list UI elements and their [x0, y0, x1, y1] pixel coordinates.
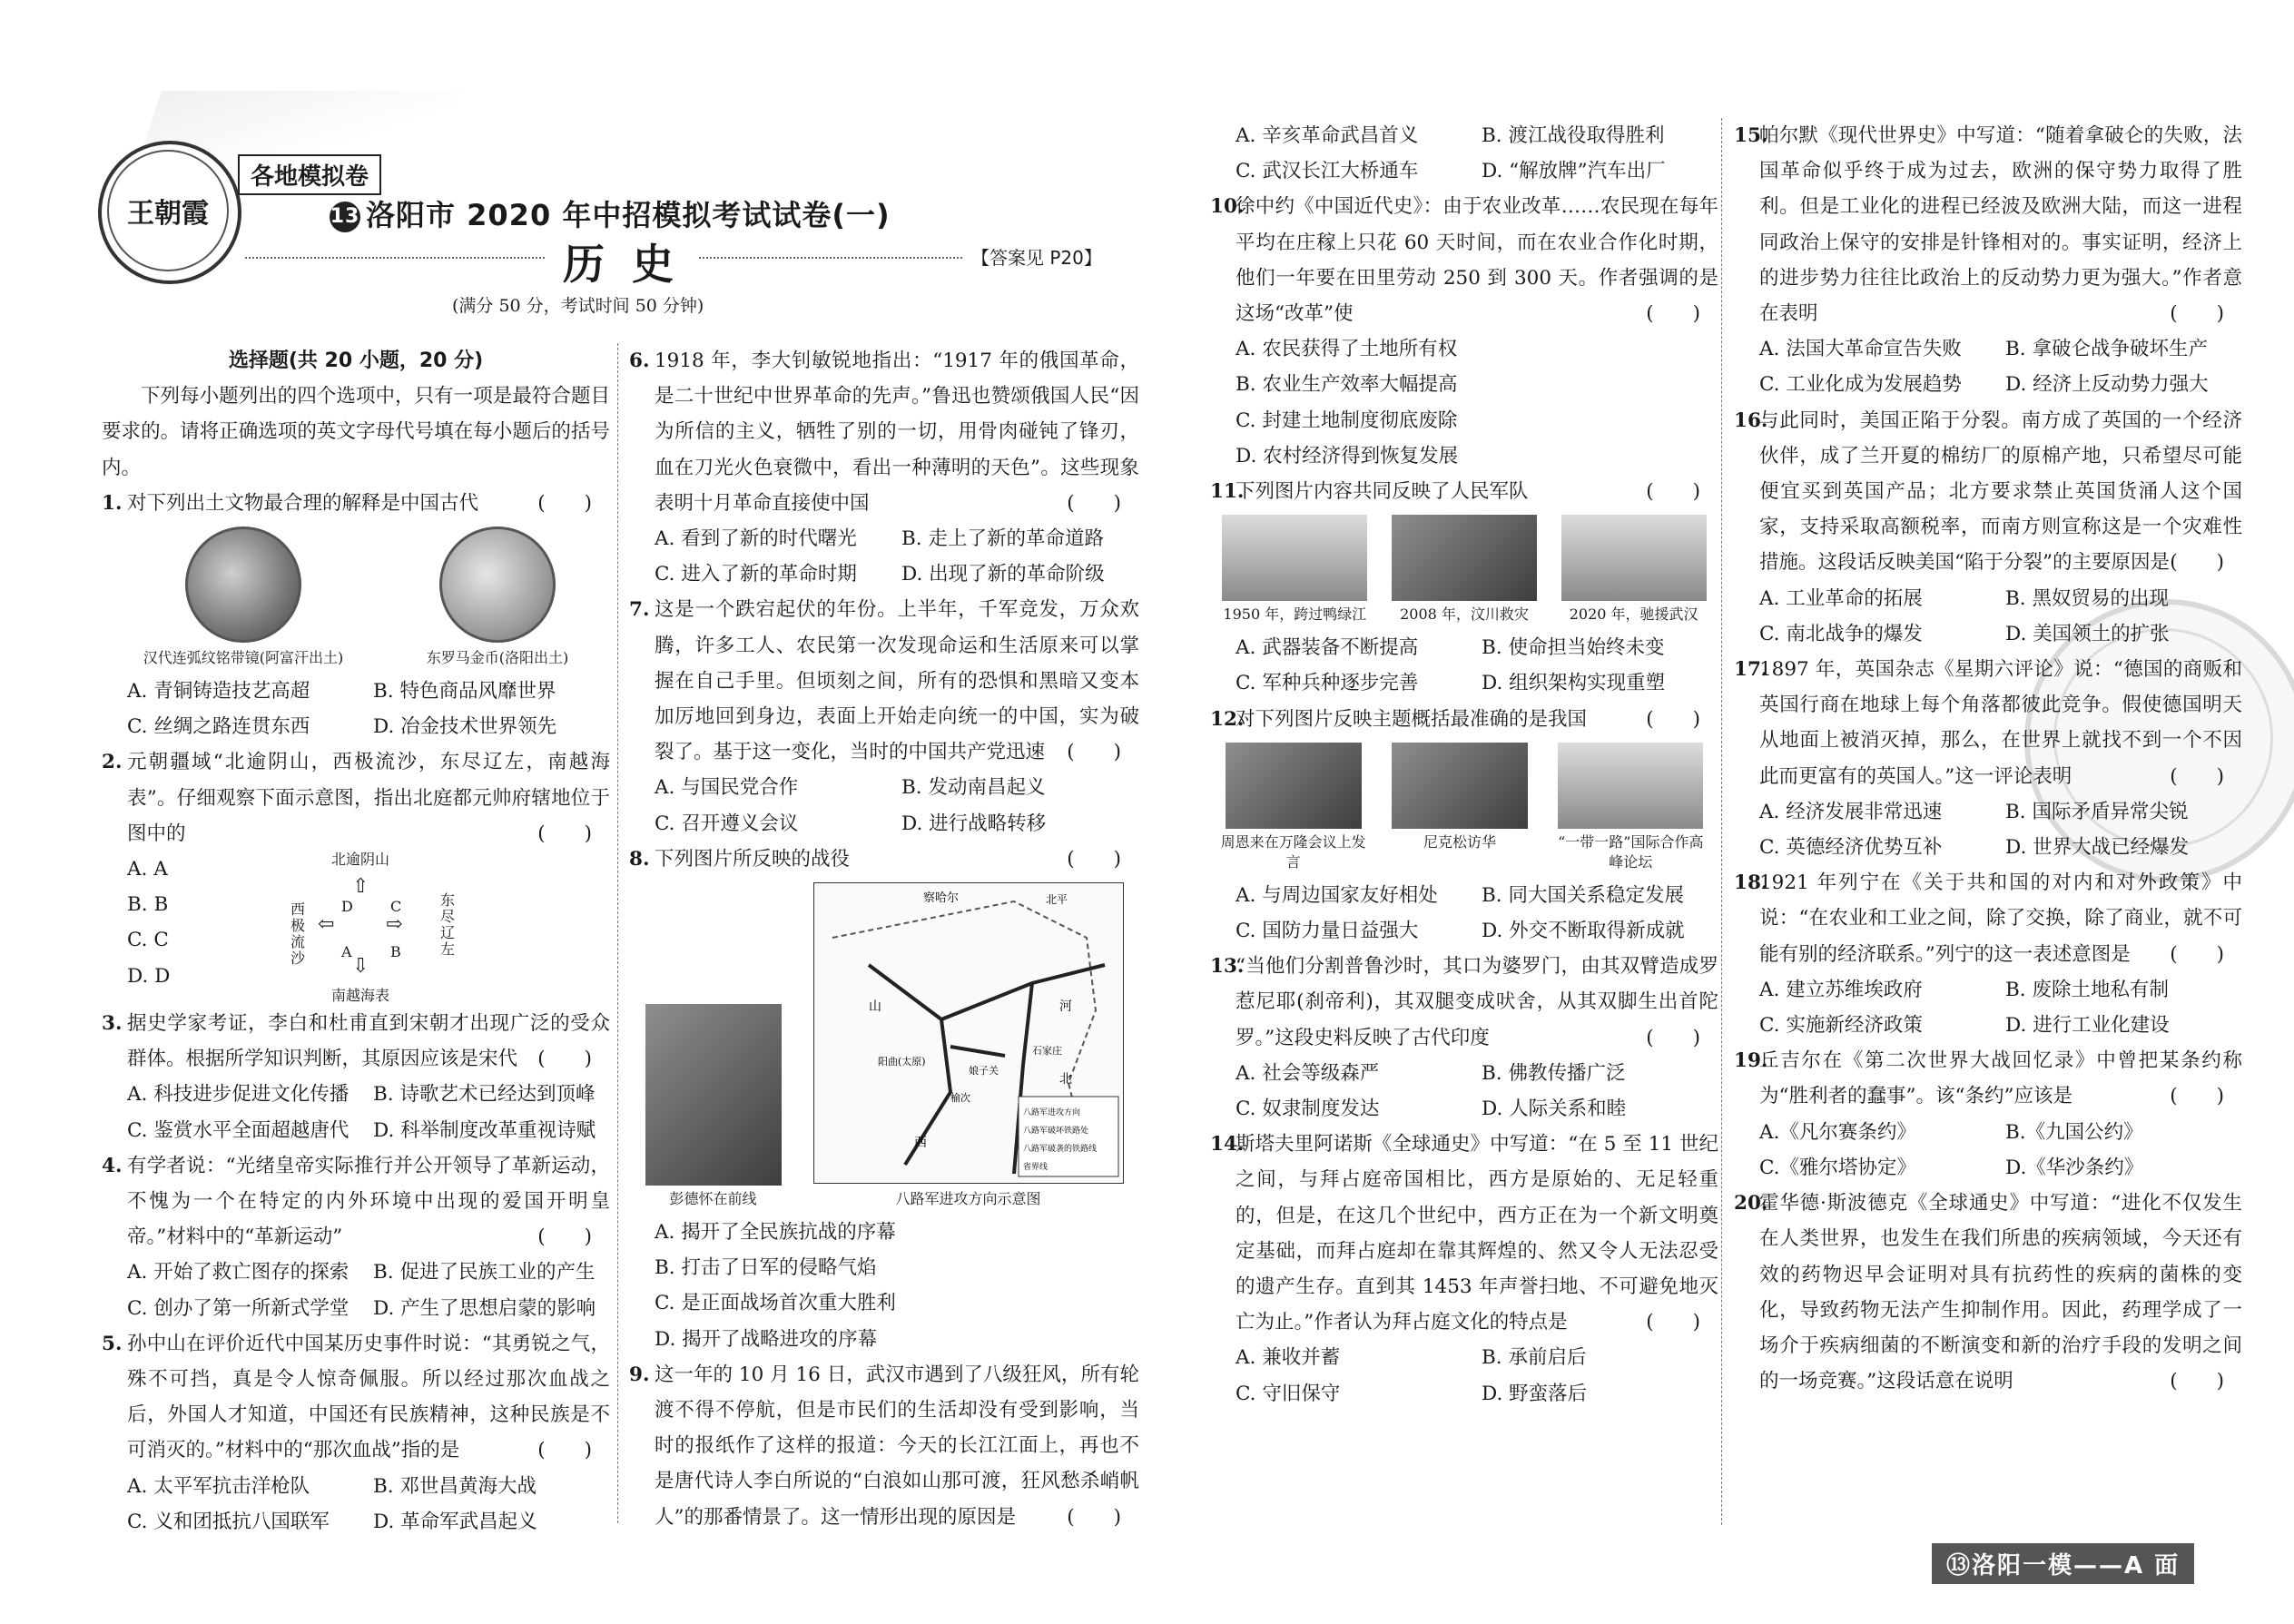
- option-d[interactable]: D. 农村经济得到恢复发展: [1236, 444, 1459, 468]
- arrow-up-icon: ⇧: [352, 875, 369, 899]
- photo-belt-road-forum: [1558, 743, 1703, 829]
- question-stem: “当他们分割普鲁沙时，其口为婆罗门，由其双臂造成罗惹尼耶(刹帝利)，其双腿变成吠舍，从其双脚生出首陀罗。”这段史料反映了古代印度: [1236, 955, 1718, 1049]
- option-c[interactable]: C. 封建土地制度彻底废除: [1236, 408, 1458, 432]
- question-stem: 元朝疆域“北逾阴山，西极流沙，东尽辽左，南越海表”。仔细观察下面示意图，指出北庭都元帅府辖地位于图中的: [127, 751, 610, 845]
- figure-caption: 汉代连弧纹铭带镜(阿富汗出土): [143, 649, 344, 667]
- question-18: [1734, 865, 2242, 972]
- figure-peng-dehuai: [645, 1004, 782, 1209]
- question-stem: 丘吉尔在《第二次世界大战回忆录》中曾把某条约称为“胜利者的蠢事”。该“条约”应该是: [1759, 1049, 2242, 1108]
- option-c[interactable]: C. 英德经济优势互补: [1759, 836, 1943, 860]
- option-b[interactable]: B. 承前启后: [1482, 1346, 1587, 1370]
- option-c[interactable]: C.《雅尔塔协定》: [1759, 1156, 1917, 1179]
- question-number: 7.: [629, 598, 650, 622]
- label-south: 南越海表: [331, 987, 390, 1005]
- option-d[interactable]: D. 进行战略转移: [901, 812, 1047, 835]
- peng-dehuai-photo: [645, 1004, 782, 1186]
- question-15: [1734, 118, 2242, 331]
- option-b[interactable]: B. 渡江战役取得胜利: [1482, 124, 1665, 147]
- q16-options: [1734, 581, 2242, 652]
- header-divider-right: [699, 257, 962, 259]
- section-intro: 下列每小题列出的四个选项中，只有一项是最符合题目要求的。请将正确选项的英文字母代号填在每小题后的括号内。: [102, 385, 610, 479]
- question-number: 6.: [629, 349, 650, 372]
- photo-wuhan: [1561, 515, 1707, 601]
- q8-options: [629, 1215, 1139, 1357]
- question-stem: 有学者说：“光绪皇帝实际推行并公开领导了革新运动，不愧为一个在特定的内外环境中出现的爱国开明皇帝。”材料中的“革新运动”: [127, 1154, 610, 1249]
- question-stem: 1918 年，李大钊敏锐地指出：“1917 年的俄国革命，是二十世纪中世界革命的先声。”鲁迅也赞颂俄国人民“因为所信的主义，牺牲了别的一切，用骨肉碰钝了锋刃，血在刀光火色衰微中，看出一种薄明的天色”。这些现象表明十月革命直接使中国: [655, 349, 1139, 515]
- question-number: 14.: [1210, 1133, 1245, 1156]
- question-stem: 对下列图片反映主题概括最准确的是我国: [1236, 707, 1588, 731]
- question-stem: 下列图片内容共同反映了人民军队: [1236, 480, 1529, 504]
- question-number: 9.: [629, 1363, 650, 1386]
- question-19: [1734, 1043, 2242, 1114]
- option-c[interactable]: C. C: [127, 929, 169, 952]
- option-b[interactable]: B. 农业生产效率大幅提高: [1236, 373, 1458, 397]
- q9-options: [1210, 118, 1718, 189]
- map-label: 北平: [1045, 893, 1068, 907]
- option-d[interactable]: D. 人际关系和睦: [1482, 1097, 1627, 1121]
- option-d[interactable]: D. 进行工业化建设: [2005, 1014, 2170, 1038]
- figure-belt-road: [1553, 743, 1708, 872]
- answer-bracket: ( ): [2170, 1370, 2224, 1393]
- figure-bandung: [1221, 743, 1366, 872]
- option-a[interactable]: A. 农民获得了土地所有权: [1236, 338, 1458, 361]
- legend-entry: 八路军破坏铁路处: [1022, 1127, 1088, 1137]
- question-14: [1210, 1127, 1718, 1340]
- option-a[interactable]: A. 看到了新的时代曙光: [655, 527, 857, 551]
- option-c[interactable]: C. 进入了新的革命时期: [655, 563, 857, 586]
- option-d[interactable]: D. 科举制度改革重视诗赋: [373, 1118, 596, 1142]
- question-stem: 1921 年列宁在《关于共和国的对内和对外政策》中说：“在农业和工业之间，除了交换，除了商业，就不可能有别的经济联系。”列宁的这一表述意图是: [1759, 871, 2242, 966]
- answer-bracket: ( ): [1646, 707, 1700, 731]
- question-5: [102, 1326, 610, 1469]
- question-number: 16.: [1734, 408, 1768, 432]
- option-b[interactable]: B.《九国公约》: [2005, 1120, 2143, 1144]
- map-label: 阳曲(太原): [877, 1056, 926, 1068]
- q10-options: [1210, 331, 1718, 474]
- option-a[interactable]: A. 科技进步促进文化传播: [127, 1083, 350, 1107]
- header-divider-left: [245, 257, 545, 259]
- question-stem: 孙中山在评价近代中国某历史事件时说：“其勇锐之气，殊不可挡，真是令人惊奇佩服。所以经过那次血战之后，外国人才知道，中国还有民族精神，这种民族是不可消灭的。”材料中的“那次血战”指的是: [127, 1332, 610, 1462]
- question-stem: 据史学家考证，李白和杜甫直到宋朝才出现广泛的受众群体。根据所学知识判断，其原因应该是宋代: [127, 1012, 610, 1071]
- figure-bronze-mirror: [143, 527, 344, 668]
- option-c[interactable]: C. 义和团抵抗八国联军: [127, 1510, 330, 1533]
- figure-caption: 彭德怀在前线: [669, 1190, 757, 1208]
- arrow-down-icon: ⇩: [352, 955, 369, 979]
- option-a[interactable]: A. 与周边国家友好相处: [1236, 883, 1438, 907]
- option-a[interactable]: A. 辛亥革命武昌首义: [1236, 124, 1419, 147]
- legend-entry: 八路军进攻方向: [1022, 1108, 1080, 1118]
- option-b[interactable]: B. 拿破仑战争破坏生产: [2005, 338, 2208, 361]
- label-b: B: [390, 943, 401, 961]
- option-b[interactable]: B. 发动南昌起义: [901, 776, 1046, 800]
- option-b[interactable]: B. 邓世昌黄海大战: [373, 1474, 537, 1498]
- map-label: 北: [1058, 1072, 1072, 1088]
- option-b[interactable]: B. 特色商品风靡世界: [373, 680, 556, 704]
- option-b[interactable]: B. 黑奴贸易的出现: [2005, 586, 2169, 610]
- option-c[interactable]: C. 创办了第一所新式学堂: [127, 1296, 350, 1320]
- label-d: D: [341, 898, 353, 916]
- arrow-right-icon: ⇨: [386, 913, 403, 937]
- column-1: [102, 343, 610, 1540]
- question-number: 4.: [102, 1154, 123, 1177]
- option-c[interactable]: C. 军种兵种逐步完善: [1236, 672, 1419, 695]
- option-c[interactable]: C. 国防力量日益强大: [1236, 920, 1419, 943]
- option-a[interactable]: A. 太平军抗击洋枪队: [127, 1474, 310, 1498]
- question-6: [629, 343, 1139, 521]
- label-west: 西极流沙: [290, 901, 306, 968]
- question-12: [1210, 702, 1718, 737]
- option-d[interactable]: D. D: [127, 964, 171, 988]
- q4-options: [102, 1255, 610, 1325]
- figure-caption: “一带一路”国际合作高峰论坛: [1558, 832, 1704, 871]
- figure-caption: 八路军进攻方向示意图: [895, 1190, 1041, 1208]
- question-2: [102, 744, 610, 851]
- question-13: [1210, 949, 1718, 1056]
- question-number: 5.: [102, 1332, 123, 1355]
- map-label: 娘子关: [968, 1065, 999, 1078]
- option-a[interactable]: A. 工业革命的拓展: [1759, 586, 1923, 610]
- option-d[interactable]: D. 外交不断取得新成就: [1482, 920, 1685, 943]
- brand-name: 王朝霞: [127, 198, 209, 230]
- answer-bracket: ( ): [537, 491, 592, 515]
- campaign-map: [813, 882, 1124, 1184]
- q12-figures: [1210, 743, 1718, 872]
- option-d[interactable]: D. 产生了思想启蒙的影响: [373, 1296, 596, 1320]
- arrow-left-icon: ⇦: [318, 913, 335, 937]
- q8-figures: [629, 882, 1139, 1209]
- column-3: [1210, 118, 1718, 1412]
- map-label: 河: [1058, 999, 1072, 1015]
- option-b[interactable]: B. 使命担当始终未变: [1482, 636, 1665, 660]
- option-a[interactable]: A. 建立苏维埃政府: [1759, 978, 1923, 1001]
- option-c[interactable]: C. 是正面战场首次重大胜利: [655, 1292, 896, 1315]
- railway-line: [950, 1047, 1005, 1056]
- subject-title: 历史: [563, 240, 701, 289]
- option-b[interactable]: B. 促进了民族工业的产生: [373, 1261, 596, 1284]
- paper-number-badge: 13: [330, 202, 360, 232]
- q7-options: [629, 770, 1139, 841]
- option-c[interactable]: C. 守旧保守: [1236, 1382, 1341, 1405]
- option-b[interactable]: B. 走上了新的革命道路: [901, 527, 1104, 551]
- answer-bracket: ( ): [1646, 302, 1700, 326]
- option-d[interactable]: D. 出现了新的革命阶级: [901, 563, 1105, 586]
- series-tag: 各地模拟卷: [238, 154, 381, 195]
- map-label: 察哈尔: [922, 891, 959, 906]
- option-a[interactable]: A. 与国民党合作: [655, 776, 799, 800]
- answer-bracket: ( ): [1646, 1026, 1700, 1049]
- answer-bracket: ( ): [537, 1439, 592, 1462]
- question-3: [102, 1006, 610, 1077]
- label-a: A: [341, 943, 352, 961]
- q11-figures: [1210, 515, 1718, 625]
- photo-yalu-river: [1222, 515, 1367, 601]
- photo-nixon: [1392, 743, 1528, 829]
- page-footer-label: ⑬洛阳一模——A 面: [1932, 1543, 2194, 1584]
- column-divider-1: [617, 343, 618, 1523]
- map-label: 榆次: [950, 1092, 970, 1105]
- option-b[interactable]: B. 同大国关系稳定发展: [1482, 883, 1684, 907]
- option-d[interactable]: D. 经济上反动势力强大: [2005, 373, 2209, 397]
- answer-bracket: ( ): [1067, 1505, 1121, 1529]
- question-number: 1.: [102, 491, 123, 515]
- legend-entry: 八路军破袭的铁路线: [1022, 1145, 1097, 1155]
- q5-options: [102, 1469, 610, 1540]
- question-number: 20.: [1734, 1192, 1768, 1216]
- figure-caption: 2008 年，汶川救灾: [1400, 605, 1529, 624]
- q18-options: [1734, 972, 2242, 1043]
- question-8: [629, 842, 1139, 877]
- map-label: 山: [868, 999, 881, 1015]
- q11-options: [1210, 630, 1718, 701]
- option-a[interactable]: A. 青铜铸造技艺高超: [127, 680, 310, 704]
- question-9: [629, 1357, 1139, 1535]
- option-c[interactable]: C. 召开遵义会议: [655, 812, 799, 835]
- question-7: [629, 592, 1139, 770]
- brand-logo: [107, 150, 229, 271]
- q6-options: [629, 521, 1139, 592]
- option-a[interactable]: A. 经济发展非常迅速: [1759, 800, 1943, 823]
- photo-bandung: [1226, 743, 1362, 829]
- question-stem: 与此同时，美国正陷于分裂。南方成了英国的一个经济伙伴，成了兰开夏的棉纺厂的原棉产地，只希望尽可能便宜买到英国产品；北方要求禁止英国货涌人这个国家，支持采取高额税率，而南方则宣称这是一个灾难性措施。这段话反映美国“陷于分裂”的主要原因是: [1759, 408, 2242, 575]
- section-title: 选择题(共 20 小题，20 分): [228, 349, 484, 372]
- figure-caption: 2020 年，驰援武汉: [1569, 605, 1698, 624]
- option-a[interactable]: A. 开始了救亡图存的探索: [127, 1261, 350, 1284]
- option-b[interactable]: B. B: [127, 893, 169, 917]
- option-a[interactable]: A. 武器装备不断提高: [1236, 636, 1419, 660]
- question-stem: 霍华德·斯波德克《全球通史》中写道：“进化不仅发生在人类世界，也发生在我们所患的疾病领域，今天还有效的药物迟早会证明对具有抗药性的疾病的菌株的变化，导致药物无法产生抑制作用。因此，药理学成了一场介于疾病细菌的不断演变和新的治疗手段的发明之间的一场竞赛。”这段话意在说明: [1759, 1192, 2242, 1393]
- option-b[interactable]: B. 国际矛盾异常尖锐: [2005, 800, 2189, 823]
- figure-gold-coin: [427, 527, 569, 668]
- option-d[interactable]: D. 革命军武昌起义: [373, 1510, 537, 1533]
- question-number: 3.: [102, 1012, 123, 1036]
- question-stem: 这是一个跌宕起伏的年份。上半年，千军竞发，万众欢腾，许多工人、农民第一次发现命运和生活原来可以掌握在自己手里。但顷刻之间，所有的恐惧和黑暗又变本加厉地回到身边，表面上开始走向统一的中国，实为破裂了。基于这一变化，当时的中国共产党迅速: [655, 598, 1139, 764]
- option-a[interactable]: A. A: [127, 858, 168, 881]
- question-number: 19.: [1734, 1049, 1768, 1073]
- question-number: 13.: [1210, 955, 1245, 979]
- figure-1950: [1222, 515, 1367, 625]
- question-number: 15.: [1734, 124, 1768, 147]
- column-4: [1734, 118, 2242, 1399]
- option-c[interactable]: C. 武汉长江大桥通车: [1236, 160, 1419, 183]
- q13-options: [1210, 1056, 1718, 1127]
- option-c[interactable]: C. 丝绸之路连贯东西: [127, 715, 310, 739]
- column-divider-3: [1721, 118, 1722, 1525]
- option-a[interactable]: A. 社会等级森严: [1236, 1061, 1380, 1085]
- label-north: 北逾阴山: [331, 851, 390, 869]
- question-number: 17.: [1734, 658, 1768, 682]
- figure-2020: [1561, 515, 1707, 625]
- gold-coin-image: [439, 527, 556, 643]
- answer-reference: 【答案见 P20】: [971, 247, 1102, 269]
- answer-bracket: ( ): [1067, 491, 1121, 515]
- answer-bracket: ( ): [537, 822, 592, 845]
- label-c: C: [390, 898, 402, 916]
- question-stem: 对下列出土文物最合理的解释是中国古代: [127, 491, 479, 515]
- q19-options: [1734, 1115, 2242, 1186]
- question-number: 18.: [1734, 871, 1768, 895]
- option-d[interactable]: D. 组织架构实现重塑: [1482, 672, 1666, 695]
- q15-options: [1734, 331, 2242, 402]
- answer-bracket: ( ): [2170, 551, 2224, 575]
- paper-title-text: 洛阳市 2020 年中招模拟考试试卷(一): [366, 198, 891, 232]
- answer-bracket: ( ): [537, 1048, 592, 1071]
- paper-title: [330, 192, 891, 234]
- q12-options: [1210, 878, 1718, 949]
- bronze-mirror-image: [185, 527, 301, 643]
- direction-diagram: [254, 851, 490, 1006]
- option-a[interactable]: A. 揭开了全民族抗战的序幕: [655, 1221, 896, 1245]
- figure-campaign-map: [813, 882, 1124, 1209]
- option-d[interactable]: D. 野蛮落后: [1482, 1382, 1588, 1405]
- question-number: 11.: [1210, 480, 1245, 504]
- option-a[interactable]: A.《凡尔赛条约》: [1759, 1120, 1916, 1144]
- answer-bracket: ( ): [2170, 302, 2224, 326]
- q2-options-with-diagram: [102, 851, 610, 1006]
- option-c[interactable]: C. 工业化成为发展趋势: [1759, 373, 1962, 397]
- question-stem: 帕尔默《现代世界史》中写道：“随着拿破仑的失败，法国革命似乎终于成为过去，欧洲的保守势力取得了胜利。但是工业化的进程已经波及欧洲大陆，而这一进程同政治上保守的安排是针锋相对的。事实证明，经济上的进步势力往往比政治上的反动势力更为强大。”作者意在表明: [1759, 124, 2242, 326]
- answer-bracket: ( ): [1646, 1311, 1700, 1334]
- question-stem: 徐中约《中国近代史》：由于农业改革……农民现在每年平均在庄稼上只花 60 天时间，而在农业合作化时期，他们一年要在田里劳动 250 到 300 天。作者强调的是这场“改革”使: [1236, 195, 1718, 326]
- answer-bracket: ( ): [2170, 1085, 2224, 1108]
- question-10: [1210, 189, 1718, 331]
- figure-nixon: [1387, 743, 1532, 872]
- figure-caption: 1950 年，跨过鸭绿江: [1223, 605, 1367, 624]
- option-d[interactable]: D. 世界大战已经爆发: [2005, 836, 2190, 860]
- answer-bracket: ( ): [2170, 764, 2224, 788]
- railway-line: [941, 965, 1105, 1019]
- figure-caption: 尼克松访华: [1423, 832, 1496, 851]
- option-a[interactable]: A. 兼收并蓄: [1236, 1346, 1341, 1370]
- option-c[interactable]: C. 南北战争的爆发: [1759, 622, 1923, 645]
- question-number: 12.: [1210, 707, 1245, 731]
- option-b[interactable]: B. 废除土地私有制: [2005, 978, 2169, 1001]
- question-stem: 斯塔夫里阿诺斯《全球通史》中写道：“在 5 至 11 世纪之间，与拜占庭帝国相比，西方是原始的、无足轻重的，但是，在这几个世纪中，西方正在为一个新文明奠定基础，而拜占庭却在靠其辉煌的、然又令人无法忍受的遗产生存。直到其 1453 年声誉扫地、不可避免地灭亡为止。”作者认为拜占庭文化的特点是: [1236, 1133, 1718, 1334]
- q3-options: [102, 1077, 610, 1147]
- question-number: 10.: [1210, 195, 1245, 219]
- answer-bracket: ( ): [2170, 942, 2224, 966]
- option-d[interactable]: D. “解放牌”汽车出厂: [1482, 160, 1666, 183]
- answer-bracket: ( ): [1067, 741, 1121, 764]
- question-16: [1734, 403, 2242, 581]
- option-b[interactable]: B. 诗歌艺术已经达到顶峰: [373, 1083, 596, 1107]
- q1-figures: [102, 527, 610, 668]
- photo-wenchuan: [1392, 515, 1537, 601]
- option-c[interactable]: C. 实施新经济政策: [1759, 1014, 1923, 1038]
- figure-caption: 周恩来在万隆会议上发言: [1220, 832, 1366, 871]
- question-20: [1734, 1186, 2242, 1399]
- question-4: [102, 1148, 610, 1255]
- column-2: [629, 343, 1139, 1535]
- q14-options: [1210, 1340, 1718, 1411]
- question-number: 8.: [629, 847, 650, 871]
- map-label: 西: [913, 1136, 927, 1151]
- question-17: [1734, 652, 2242, 794]
- q17-options: [1734, 794, 2242, 865]
- question-stem: 1897 年，英国杂志《星期六评论》说：“德国的商贩和英国行商在地球上每个角落都彼此竞争。假使德国明天从地面上被消灭掉，那么，在世界上就找不到一个不因此而更富有的英国人。”这一评论表明: [1759, 658, 2242, 788]
- map-label: 石家庄: [1031, 1045, 1062, 1058]
- option-b[interactable]: B. 佛教传播广泛: [1482, 1061, 1626, 1085]
- figure-caption: 东罗马金币(洛阳出土): [426, 649, 569, 667]
- question-number: 2.: [102, 751, 123, 774]
- question-stem: 下列图片所反映的战役: [655, 847, 851, 871]
- option-a[interactable]: A. 法国大革命宣告失败: [1759, 338, 1962, 361]
- option-d[interactable]: D. 揭开了战略进攻的序幕: [655, 1327, 878, 1351]
- option-d[interactable]: D. 美国领土的扩张: [2005, 622, 2170, 645]
- option-d[interactable]: D.《华沙条约》: [2005, 1156, 2144, 1179]
- answer-bracket: ( ): [537, 1225, 592, 1249]
- answer-bracket: ( ): [1067, 847, 1121, 871]
- question-1: [102, 486, 610, 521]
- option-b[interactable]: B. 打击了日军的侵略气焰: [655, 1256, 877, 1280]
- option-c[interactable]: C. 鉴赏水平全面超越唐代: [127, 1118, 350, 1142]
- question-11: [1210, 474, 1718, 509]
- label-east: 东尽辽左: [440, 891, 456, 959]
- question-stem: 这一年的 10 月 16 日，武汉市遇到了八级狂风，所有轮渡不得不停航，但是市民们的生活却没有受到影响，当时的报纸作了这样的报道：今天的长江江面上，再也不是唐代诗人李白所说的“白浪如山那可渡，狂风愁杀峭帆人”的那番情景了。这一情形出现的原因是: [655, 1363, 1139, 1529]
- answer-bracket: ( ): [1646, 480, 1700, 504]
- figure-2008: [1392, 515, 1537, 625]
- option-c[interactable]: C. 奴隶制度发达: [1236, 1097, 1380, 1121]
- scoring-info: (满分 50 分，考试时间 50 分钟): [452, 296, 704, 316]
- option-d[interactable]: D. 冶金技术世界领先: [373, 715, 557, 739]
- legend-entry: 省界线: [1022, 1163, 1048, 1173]
- q1-options: [102, 674, 610, 744]
